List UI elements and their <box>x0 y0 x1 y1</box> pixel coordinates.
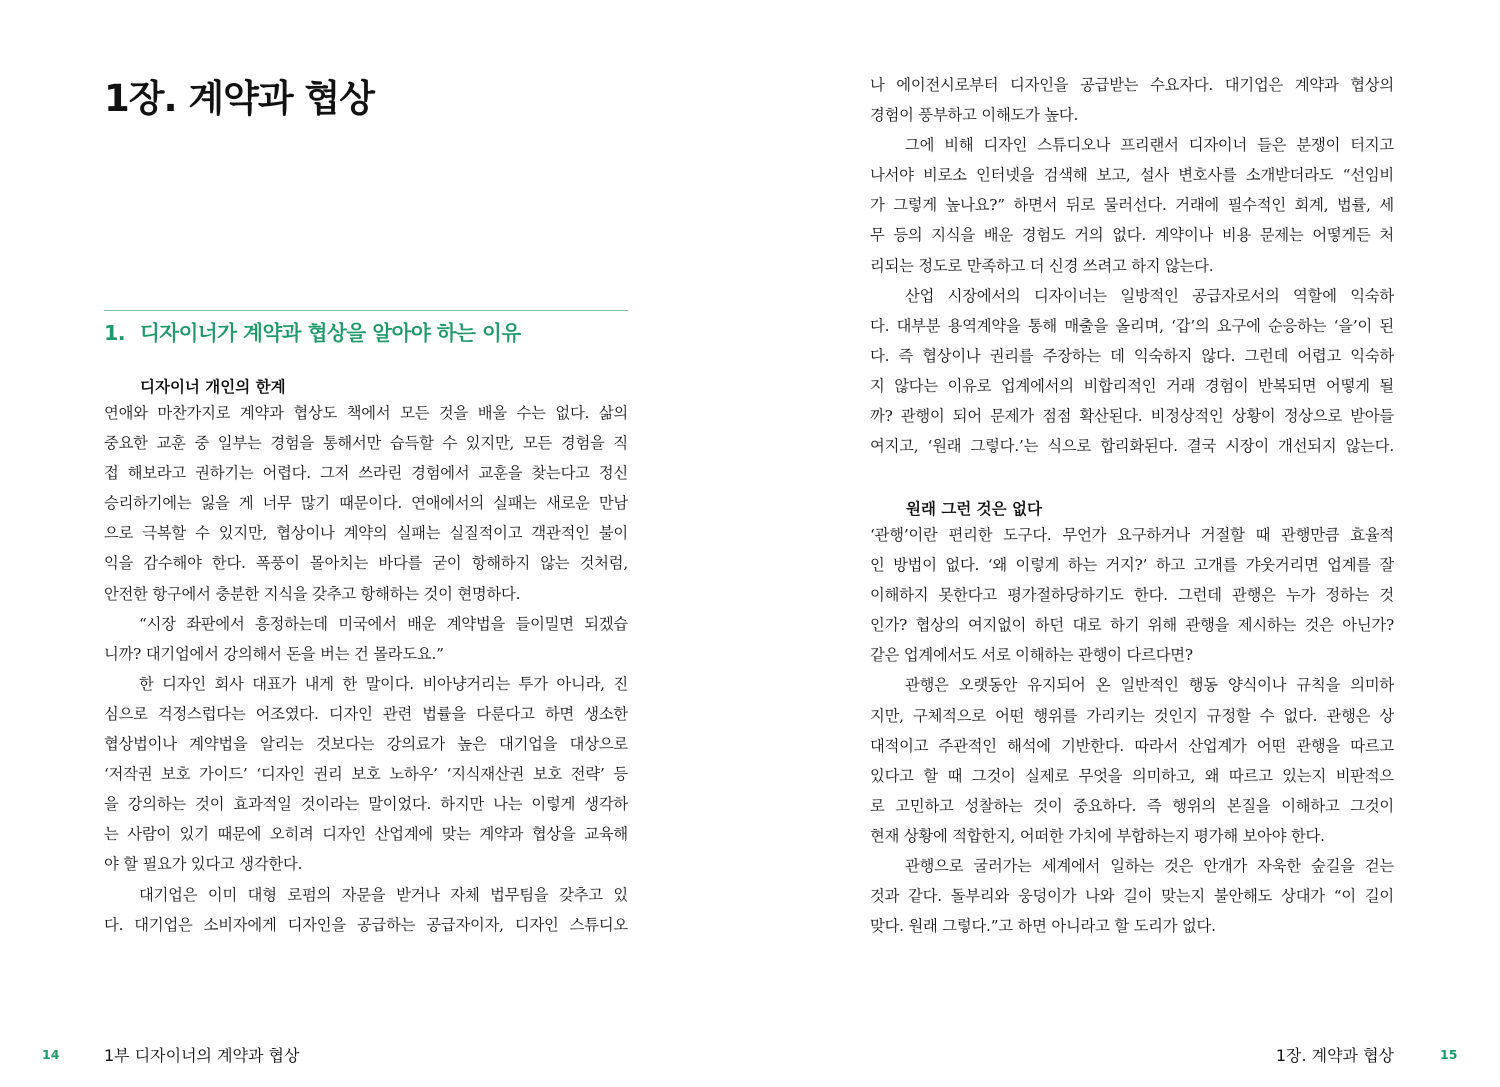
text-line: 다. 대기업은 소비자에게 디자인을 공급하는 공급자이자, 디자인 스튜디오 <box>104 915 628 934</box>
text-line: “시장 좌판에서 흥정하는데 미국에서 배운 계약법을 들이밀면 되겠습 <box>139 614 628 633</box>
text-line: 으로 극복할 수 있지만, 협상이나 계약의 실패는 실질적이고 객관적인 불이 <box>104 524 628 543</box>
page-number: 14 <box>42 1047 60 1062</box>
text-line: 관행은 오랫동안 유지되어 온 일반적인 행동 양식이나 규칙을 의미하 <box>905 676 1394 695</box>
page-number: 15 <box>1440 1047 1458 1062</box>
text-line: 야 할 필요가 있다고 생각한다. <box>104 855 303 874</box>
text-line: 대적이고 주관적인 해석에 기반한다. 따라서 산업계가 어떤 관행을 따르고 <box>870 736 1394 755</box>
text-line: 대기업은 이미 대형 로펌의 자문을 받거나 자체 법무팀을 갖추고 있 <box>139 885 628 904</box>
text-line: 한 디자인 회사 대표가 내게 한 말이다. 비아냥거리는 투가 아니라, 진 <box>139 674 628 693</box>
section-title <box>104 316 521 346</box>
text-line: 까? 관행이 되어 문제가 점점 확산된다. 비정상적인 상황이 정상으로 받아들 <box>870 407 1394 426</box>
text-line: 산업 시장에서의 디자이너는 일방적인 공급자로서의 역할에 익숙하 <box>905 286 1394 305</box>
text-line: 여지고, ‘원래 그렇다.’는 식으로 합리화된다. 결국 시장이 개선되지 않는다. <box>870 437 1394 456</box>
text-line: 같은 업계에서도 서로 이해하는 관행이 다르다면? <box>870 646 1193 665</box>
subheading: 디자이너 개인의 한계 <box>140 378 286 396</box>
text-line: 무 등의 지식을 배운 경험도 거의 없다. 계약이나 비용 문제는 어떻게든 처 <box>870 226 1394 245</box>
text-line: 나서야 비로소 인터넷을 검색해 보고, 설사 변호사를 소개받더라도 “선임비 <box>870 166 1394 185</box>
text-line: 을 강의하는 것이 효과적일 것이라는 말이었다. 하지만 나는 이렇게 생각하 <box>104 795 628 814</box>
right-page <box>750 0 1500 1087</box>
text-line: 경험이 풍부하고 이해도가 높다. <box>870 106 1079 125</box>
running-title: 1부 디자이너의 계약과 협상 <box>104 1046 300 1065</box>
text-line: 협상법이나 계약법을 알리는 것보다는 강의료가 높은 대기업을 대상으로 <box>104 735 628 754</box>
text-line: 현재 상황에 적합한지, 어떠한 가치에 부합하는지 평가해 보아야 한다. <box>870 826 1325 845</box>
text-line: 심으로 걱정스럽다는 어조였다. 디자인 관련 법률을 다룬다고 하면 생소한 <box>104 704 628 723</box>
text-line: 그에 비해 디자인 스튜디오나 프리랜서 디자이너 들은 분쟁이 터지고 <box>905 136 1394 155</box>
text-line: ‘관행’이란 편리한 도구다. 무언가 요구하거나 거절할 때 관행만큼 효율적 <box>870 526 1394 544</box>
text-line: 승리하기에는 잃을 게 너무 많기 때문이다. 연애에서의 실패는 새로운 만남 <box>104 494 628 513</box>
text-line: 나 에이전시로부터 디자인을 공급받는 수요자다. 대기업은 계약과 협상의 <box>870 76 1394 94</box>
body-text <box>870 520 1394 941</box>
text-line: 인가? 협상의 여지없이 하던 대로 하기 위해 관행을 제시하는 것은 아닌가? <box>870 616 1394 635</box>
text-line: 안전한 항구에서 충분한 지식을 갖추고 항해하는 것이 현명하다. <box>104 584 521 603</box>
subheading: 원래 그런 것은 없다 <box>906 500 1042 518</box>
text-line: 것과 같다. 돌부리와 웅덩이가 나와 길이 맞는지 불안해도 상대가 “이 길이 <box>870 887 1394 906</box>
text-line: 가 그렇게 높나요?” 하면서 뒤로 물러선다. 거래에 필수적인 회계, 법률, 세 <box>870 196 1394 215</box>
text-line: 다. 대부분 용역계약을 통해 매출을 올리며, ‘갑’의 요구에 순응하는 ‘을’이 된 <box>870 316 1394 335</box>
text-line: 맞다. 원래 그렇다.”고 하면 아니라고 할 도리가 없다. <box>870 917 1216 936</box>
text-line: 지만, 구체적으로 어떤 행위를 가리키는 것인지 규정할 수 없다. 관행은 상 <box>870 706 1394 725</box>
text-line: 중요한 교훈 중 일부는 경험을 통해서만 습득할 수 있지만, 모든 경험을 직 <box>104 434 628 453</box>
text-line: 이해하지 못한다고 평가절하당하기도 한다. 그런데 관행은 누가 정하는 것 <box>870 586 1394 605</box>
text-line: 리되는 정도로 만족하고 더 신경 쓰려고 하지 않는다. <box>870 256 1214 275</box>
body-text <box>104 398 628 940</box>
text-line: 로 고민하고 성찰하는 것이 중요하다. 즉 행위의 본질을 이해하고 그것이 <box>870 796 1394 815</box>
text-line: 접 해보라고 권하기는 어렵다. 그저 쓰라린 경험에서 교훈을 찾는다고 정신 <box>104 464 628 483</box>
running-title: 1장. 계약과 협상 <box>1275 1046 1394 1065</box>
text-line: 익을 감수해야 한다. 폭풍이 몰아치는 바다를 굳이 항해하지 않는 것처럼, <box>104 554 628 573</box>
text-line: 있다고 할 때 그것이 실제로 무엇을 의미하고, 왜 따르고 있는지 비판적으 <box>870 766 1394 785</box>
text-line: 지 않다는 이유로 업계에서의 비합리적인 거래 경험이 반복되면 어떻게 될 <box>870 376 1394 395</box>
section-divider <box>104 310 628 311</box>
chapter-title: 1장. 계약과 협상 <box>104 77 375 120</box>
section-title-text: 디자이너가 계약과 협상을 알아야 하는 이유 <box>140 321 521 345</box>
text-line: 는 사람이 있기 때문에 오히려 디자인 산업계에 맞는 계약과 협상을 교육해 <box>104 825 628 844</box>
body-text <box>870 70 1394 461</box>
text-line: 관행으로 굴러가는 세계에서 일하는 것은 안개가 자욱한 숲길을 걷는 <box>905 857 1394 876</box>
text-line: 니까? 대기업에서 강의해서 돈을 버는 건 몰라도요.” <box>104 644 444 663</box>
text-line: 인 방법이 없다. ‘왜 이렇게 하는 거지?’ 하고 고개를 갸웃거리면 업계를 잘 <box>870 556 1394 575</box>
text-line: 연애와 마찬가지로 계약과 협상도 책에서 모든 것을 배울 수는 없다. 삶의 <box>104 404 628 422</box>
text-line: ‘저작권 보호 가이드’ ‘디자인 권리 보호 노하우’ ‘지식재산권 보호 전략’ 등 <box>104 765 628 784</box>
text-line: 다. 즉 협상이나 권리를 주장하는 데 익숙하지 않다. 그런데 어렵고 익숙하 <box>870 346 1394 365</box>
section-number: 1. <box>104 321 126 345</box>
